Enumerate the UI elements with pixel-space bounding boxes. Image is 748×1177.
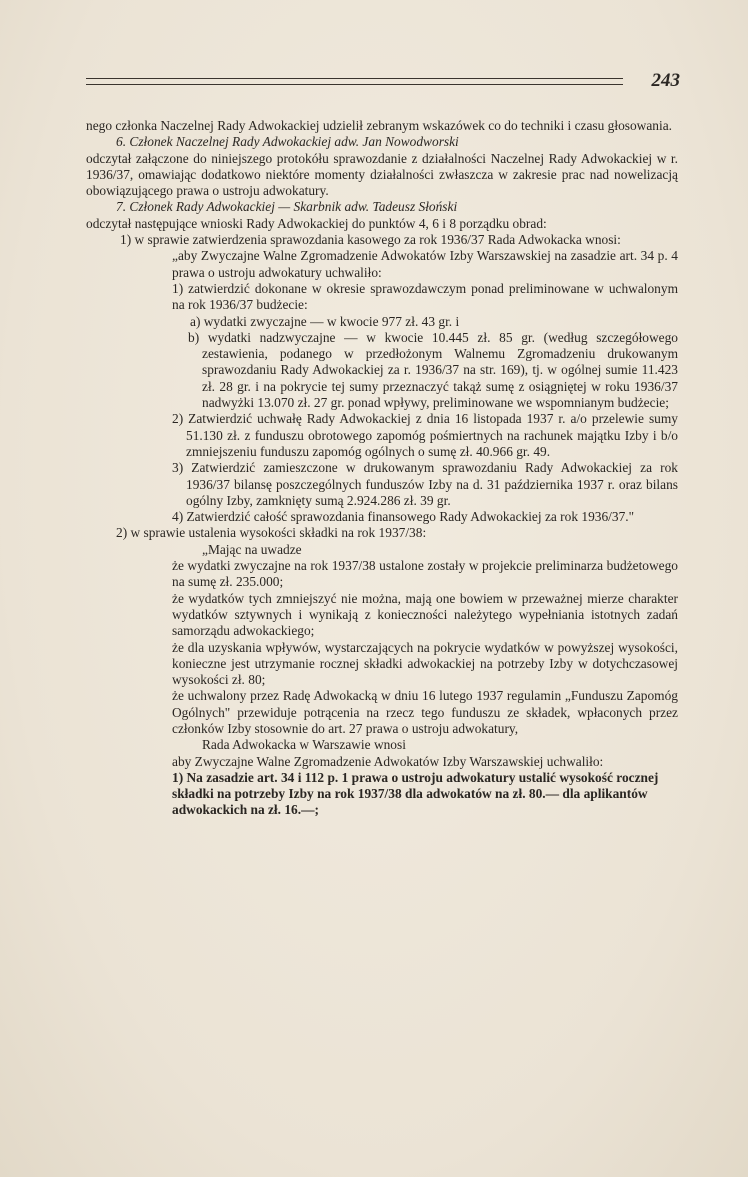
header-rule-top [86,78,623,79]
motion-2-clause-3: że dla uzyskania wpływów, wystarczających na pokrycie wydatków w powyższej wysokości, konieczne jest utrzymanie rocznej składki adwokackiej na potrzeby Izby w dotychczasowej wysokości zł. 80; [172,639,678,688]
motion-2-clause-1: że wydatki zwyczajne na rok 1937/38 ustalone zostały w projekcie preliminarza budżetowego na sumę zł. 235.000; [172,558,678,590]
body-text [86,118,678,819]
resolution-item-3: 3) Zatwierdzić zamieszczone w drukowanym sprawozdaniu Rady Adwokackiej za rok 1936/37 bilansę poszczególnych funduszów Izby na d. 31 października 1937 r. oraz bilans ogólny Izby, zamknięty sumą 2.924.286 zł. 39 gr. [172,460,678,508]
motion-2-clause-2: że wydatków tych zmniejszyć nie można, mają one bowiem w przeważnej mierze charakter wydatków sztywnych i wynikają z konieczności należytego wypełniania istotnych zadań samorządu adwokackiego; [172,590,678,639]
resolution-preamble: „aby Zwyczajne Walne Zgromadzenie Adwokatów Izby Warszawskiej na zasadzie art. 34 p. 4 prawa o ustroju adwokatury uchwaliło: [172,248,678,280]
paragraph-continuation: nego członka Naczelnej Rady Adwokackiej udzielił zebranym wskazówek co do techniki i czasu głosowania. [86,118,673,133]
paragraph-point-6: odczytał załączone do niniejszego protokółu sprawozdanie z działalności Naczelnej Rady Adwokackiej w r. 1936/37, omawiając dodatkowo niektóre momenty działalności zwłaszcza w zakresie prac nad nowelizacją obowiązującego prawa o ustroju adwokatury. [86,150,678,199]
resolution-item-4: 4) Zatwierdzić całość sprawozdania finansowego Rady Adwokackiej za rok 1936/37." [172,509,635,525]
header-rule-bottom [86,84,623,85]
motion-1-heading: 1) w sprawie zatwierdzenia sprawozdania kasowego za rok 1936/37 Rada Adwokacka wnosi: [120,232,621,248]
motion-2-heading: 2) w sprawie ustalenia wysokości składki na rok 1937/38: [116,525,427,541]
motion-2-clause-4: że uchwalony przez Radę Adwokacką w dniu 16 lutego 1937 regulamin „Funduszu Zapomóg Ogólnych" przewiduje potrącenia na rzecz tego funduszu ze składek, wpłaconych przez członków Izby stosownie do art. 27 prawa o ustroju adwokatury, [172,688,678,736]
paragraph-point-6-lead: 6. Członek Naczelnej Rady Adwokackiej adw. Jan Nowodworski [116,134,459,150]
motion-2-resolution: aby Zwyczajne Walne Zgromadzenie Adwokatów Izby Warszawskiej uchwaliło: [172,753,604,769]
motion-2-resolution-item-1: 1) Na zasadzie art. 34 i 112 p. 1 prawa o ustroju adwokatury ustalić wysokość rocznej składki na potrzeby Izby na rok 1937/38 dla adwokatów na zł. 80.— dla aplikantów adwokackich na zł. 16.—; [172,769,659,818]
motion-2-preamble: „Mając na uwadze [202,541,302,557]
resolution-item-1: 1) zatwierdzić dokonane w okresie sprawozdawczym ponad preliminowane w uchwalonym na rok 1936/37 budżecie: [172,280,678,313]
paragraph-point-7: odczytał następujące wnioski Rady Adwokackiej do punktów 4, 6 i 8 porządku obrad: [86,215,547,231]
resolution-item-2: 2) Zatwierdzić uchwałę Rady Adwokackiej z dnia 16 listopada 1937 r. a/o przelewie sumy 51.130 zł. z funduszu obrotowego zapomóg pośmiertnych na rachunek majątku Izby i b/o zmniejszeniu funduszu zapomóg ogólnych o sumę zł. 40.966 gr. 49. [172,411,678,459]
resolution-item-1b: b) wydatki nadzwyczajne — w kwocie 10.445 zł. 85 gr. (według szczegółowego zestawienia, podanego w przedłożonym Walnemu Zgromadzeniu drukowanym sprawozdaniu Rady Adwokackiej za r. 1936/37 na str. 169), tj. w ogólnej sumie 11.423 zł. 28 gr. i na pokrycie tej sumy przeznaczyć takąż sumę z osiągniętej w roku 1936/37 nadwyżki 13.070 zł. 27 gr. ponad wpływy, preliminowane we wspomnianym budżecie; [188,329,678,411]
resolution-item-1a: a) wydatki zwyczajne — w kwocie 977 zł. 43 gr. i [190,313,460,329]
motion-2-council: Rada Adwokacka w Warszawie wnosi [202,737,406,753]
paragraph-point-7-lead: 7. Członek Rady Adwokackiej — Skarbnik adw. Tadeusz Słoński [116,199,458,215]
page-number: 243 [651,70,680,91]
